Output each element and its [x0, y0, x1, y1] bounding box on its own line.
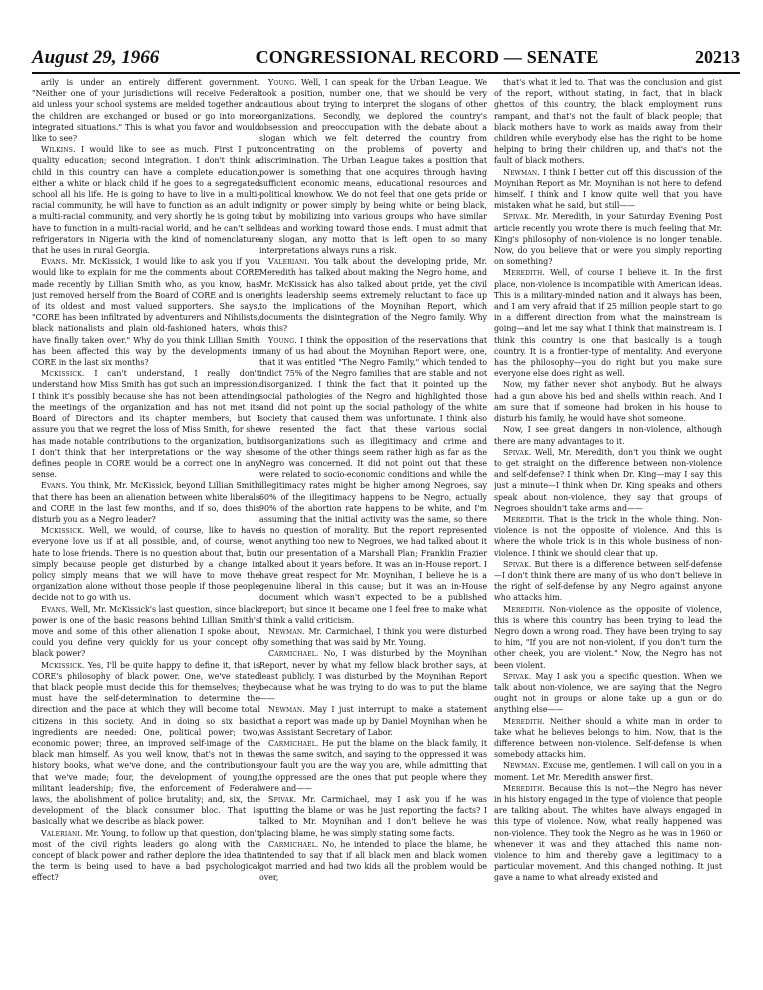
speaker-name: Evans. [41, 257, 69, 267]
paragraph: Newman. Mr. Carmichael, I think you were disturbed by something that was said by Mr. Young. [259, 626, 487, 648]
text-column-3 [494, 77, 722, 977]
speaker-name: Carmichael. [268, 738, 319, 748]
speaker-name: Spivak. [503, 212, 532, 222]
paragraph: Wilkins. I would like to see as much. First I put quality education; second integration. I don't think a child in this country can have a complete education, either a white or black child if he goes to a segregated school all his life. He is going to have to live in a multi-racial community, he will have to function as an adult in a multi-racial community, and very shortly he is going to have to function in a multi-racial world, and he can't sell refrigerators in Nigeria with the kind of nomenclature that he uses in rural Georgia. [32, 145, 260, 256]
speaker-name: Young. [268, 335, 297, 345]
paragraph: Meredith. That is the trick in the whole thing. Non-violence is not the opposite of violence. And this is where the whole trick is in this whole business of non-violence. I think we should clear that up. [494, 514, 722, 558]
paragraph: Now, my father never shot anybody. But he always had a gun above his bed and shells within reach. And I am sure that if someone had broken in his house to disturb his family, he would have shot someone. [494, 380, 722, 424]
speaker-name: Spivak. [503, 559, 532, 569]
text-column-1 [32, 77, 260, 977]
paragraph: Evans. Mr. McKissick, I would like to ask you if you would like to explain for me the comments about CORE made recently by Lillian Smith who, as you know, has just removed herself from the Board of CORE and is one of its oldest and most valued supporters. She says, "CORE has been infiltrated by adventurers and Nihilists, black nationalists and plain old-fashioned haters, who have finally taken over." Why do you think Lillian Smith has been affected this way by the developments in CORE in the last six months? [32, 257, 260, 368]
speaker-name: Mckissick. [41, 526, 85, 536]
paragraph: Spivak. May I ask you a specific question. When we talk about non-violence, we are saying that the Negro ought not in groups or alone take up a gun or do anything else—— [494, 671, 722, 715]
paragraph: Carmichael. No, he intended to place the blame, he intended to say that if all black men and black women got married and had two kids all the problem would be over, [259, 839, 487, 883]
paragraph: Valeriani. Mr. Young, to follow up that question, don't most of the civil rights leaders go along with the concept of black power and rather deplore the idea that the term is being used to have a bad psychological effect? [32, 828, 260, 883]
paragraph: Evans. Well, Mr. McKissick's last question, since black power is one of the basic reasons behind Lillian Smith's move and some of this other alienation I spoke about, could you define very quickly for us your concept of black power? [32, 604, 260, 659]
paragraph: Mckissick. I can't understand, I really don't understand how Miss Smith has got such an impression. I think it's possibly because she has not been attending the meetings of the organization and has not met its Board of Directors and its chapter members, but I assure you that we regret the loss of Miss Smith, for she has made notable contributions to the organization, but I don't think that her interpretations or the way she defines people in CORE would be a correct one in any sense. [32, 369, 260, 480]
speaker-name: Meredith. [503, 514, 546, 524]
paragraph: Carmichael. He put the blame on the black family, it was the same switch, and saying to the oppressed it was your fault you are the way you are, while admitting that the oppressed are the ones that put people where they were and—— [259, 738, 487, 793]
speaker-name: Wilkins. [41, 145, 76, 155]
paragraph: Carmichael. No, I was disturbed by the Moynihan Report, never by what my fellow black brother says, at least publicly. I was disturbed by the Moynihan Report because what he was trying to do was to put the blame—— [259, 649, 487, 704]
speaker-name: Newman. [268, 705, 306, 715]
speaker-name: Newman. [503, 761, 541, 771]
speaker-name: Carmichael. [268, 649, 319, 659]
speaker-name: Newman. [268, 626, 306, 636]
speaker-name: Meredith. [503, 783, 546, 793]
paragraph: Spivak. But there is a difference between self-defense—I don't think there are many of us who don't believe in the right of self-defense by any Negro against anyone who attacks him. [494, 559, 722, 603]
header-title: CONGRESSIONAL RECORD — SENATE [255, 47, 599, 67]
header-rule [32, 72, 740, 74]
paragraph: Newman. May I just interrupt to make a statement that a report was made up by Daniel Moynihan when he was Assistant Secretary of Labor. [259, 705, 487, 737]
paragraph: Spivak. Mr. Carmichael, may I ask you if he was putting the blame or was he just reporting the facts? I talked to Mr. Moynihan and I don't believe he was placing blame, he was simply stating some facts. [259, 795, 487, 838]
speaker-name: Meredith. [503, 716, 546, 726]
text-column-2 [259, 77, 487, 977]
paragraph: Spivak. Well, Mr. Meredith, don't you think we ought to get straight on the difference between non-violence and self-defense? I think when Dr. King—may I say this just a minute—I think when Dr. King speaks and others speak about non-violence, they say that groups of Negroes shouldn't take arms and—— [494, 447, 722, 513]
paragraph: Mckissick. Yes, I'll be quite happy to define it, that is CORE's philosophy of black power. One, we've stated that black people must decide this for themselves; they must have the self-determination to determine the direction and the pace at which they will become total citizens in this society. And in doing so six basic ingredients are needed: One, political power; two, economic power; three, an improved self-image of the black man himself. As you well know, that's not in the history books, what we've done, and the contributions that we've made; four, the development of young, militant leadership; five, the enforcement of Federal laws, the abolishment of police brutality; and, six, the development of the black consumer bloc. That is basically what we describe as black power. [32, 660, 260, 827]
paragraph: Meredith. Well, of course I believe it. In the first place, non-violence is incompatible with American ideas. This is a military-minded nation and it always has been, and I am very afraid that if 25 million people start to go in a different direction from what the mainstream is going—and let me say what I think that mainstream is. I think this country is one that basically is a tough country. It is a frontier-type of mentality. And everyone has the philosophy—you do right but you make sure everyone else does right as well. [494, 268, 722, 379]
paragraph: that's what it led to. That was the conclusion and gist of the report, without stating, in fact, that in black ghettos of this country, the black employment runs rampant, and that's not the fault of black people; that black mothers have to work as maids away from their children while everybody else has the right to be home helping to bring their children up, and that's not the fault of black mothers. [494, 78, 722, 166]
speaker-name: Newman. [503, 167, 541, 177]
paragraph: Newman. Excuse me, gentlemen. I will call on you in a moment. Let Mr. Meredith answer first. [494, 761, 722, 782]
speaker-name: Spivak. [503, 447, 532, 457]
paragraph: Young. I think the opposition of the reservations that many of us had about the Moynihan Report were, one, that it was entitled "The Negro Family," which tended to indict 75% of the Negro families that are stable and not disorganized. I think the fact that it pointed up the social pathologies of the Negro and highlighted those and did not point up the social pathology of the white society that caused them was unfortunate. I think also we resented the fact that these various social disorganizations such as illegitimacy and crime and some of the other things seem rather high as far as the Negro was concerned. It did not point out that these were related to socio-economic conditions and while the illegitimacy rates might be higher among Negroes, say 60% of the illegitimacy happens to be Negro, actually 90% of the abortion rate happens to be white, and I'm assuming that the initial activity was the same, so there is no question of morality. But the report represented not anything too new to Negroes, we had talked about it in our presentation of a Marshall Plan; Franklin Frazier talked about it years before. It was an in-House report. I have great respect for Mr. Moynihan, I believe he is a genuine liberal in this cause; but it was an in-House document which wasn't expected to be a published report; but since it became one I feel free to make what I think a valid criticism. [259, 335, 487, 625]
speaker-name: Mckissick. [41, 660, 85, 670]
paragraph: Meredith. Neither should a white man in order to take what he believes belongs to him. Now, that is the difference between non-violence. Self-defense is when somebody attacks him. [494, 716, 722, 760]
speaker-name: Spivak. [268, 795, 297, 804]
speaker-name: Valeriani. [41, 828, 83, 838]
speaker-name: Meredith. [503, 604, 546, 614]
paragraph: Valeriani. You talk about the developing pride, Mr. Meredith has talked about making the Negro home, and Mr. McKissick has also talked about pride, yet the civil rights leadership seems extremely reluctant to face up to the implications of the Moynihan Report, which documents the disintegration of the Negro family. Why is this? [259, 257, 487, 334]
paragraph: Young. Well, I can speak for the Urban League. We took a position, number one, that we should be very cautious about trying to interpret the slogans of other organizations. Secondly, we deplored the country's obsession and preoccupation with the debate about a slogan which we felt deterred the country from concentrating on the problems of poverty and discrimination. The Urban League takes a position that power is something that one acquires through having sufficient economic means, educational resources and political knowhow. We do not feel that one gets pride or dignity or power simply by being white or being black, but by mobilizing into various groups who have similar ideas and working toward those ends. I must admit that any slogan, any motto that is left open to so many interpretations always runs a risk. [259, 78, 487, 256]
speaker-name: Evans. [41, 604, 69, 614]
paragraph: Mckissick. Well, we would, of course, like to have everyone love us if at all possible, and, of course, we hate to lose friends. There is no question about that, but simply because people get disturbed by a change in policy simply means that we will have to move the organization alone without those people if those people decide not to go with us. [32, 526, 260, 603]
paragraph: arily is under an entirely different government. "Neither one of your jurisdictions will receive Federal aid unless your school systems are melded together and the children are exchanged or bused or go into more integrated situations." This is what you favor and would like to see? [32, 78, 260, 144]
paragraph: Meredith. Non-violence as the opposite of violence, this is where this country has been trying to lead the Negro down a wrong road. They have been trying to say to him, "If you are not non-violent, if you don't turn the other cheek, you are violent." Now, the Negro has not been violent. [494, 604, 722, 670]
paragraph: Evans. You think, Mr. McKissick, beyond Lillian Smith that there has been an alienation between white liberals and CORE in the last few months, and if so, does this disturb you as a Negro leader? [32, 481, 260, 524]
speaker-name: Spivak. [503, 671, 532, 681]
paragraph: Newman. I think I better cut off this discussion of the Moynihan Report as Mr. Moynihan is not here to defend himself. I think and I know quite well that you have mistaken what he said, but still—— [494, 167, 722, 211]
paragraph: Spivak. Mr. Meredith, in your Saturday Evening Post article recently you wrote there is much feeling that Mr. King's philosophy of non-violence is no longer tenable. Now, do you believe that or were you simply reporting on something? [494, 212, 722, 267]
paragraph: Now, I see great dangers in non-violence, although there are many advantages to it. [494, 425, 722, 446]
speaker-name: Meredith. [503, 268, 546, 278]
header-page-number: 20213 [695, 47, 740, 67]
speaker-name: Young. [268, 78, 297, 87]
paragraph: Meredith. Because this is not—the Negro has never in his history engaged in the type of violence that people are talking about. The whites have always engaged in this type of violence. Now, what really happened was non-violence. They took the Negro as he was in 1960 or whenever it was and they attached this name non-violence to him and thereby gave a legitimacy to a particular movement. And this changed nothing. It just gave a name to what already existed and [494, 783, 722, 883]
speaker-name: Evans. [41, 481, 69, 491]
page-header [32, 47, 740, 71]
speaker-name: Carmichael. [268, 839, 319, 849]
speaker-name: Mckissick. [41, 369, 85, 379]
header-date: August 29, 1966 [32, 47, 160, 68]
speaker-name: Valeriani. [268, 257, 310, 267]
